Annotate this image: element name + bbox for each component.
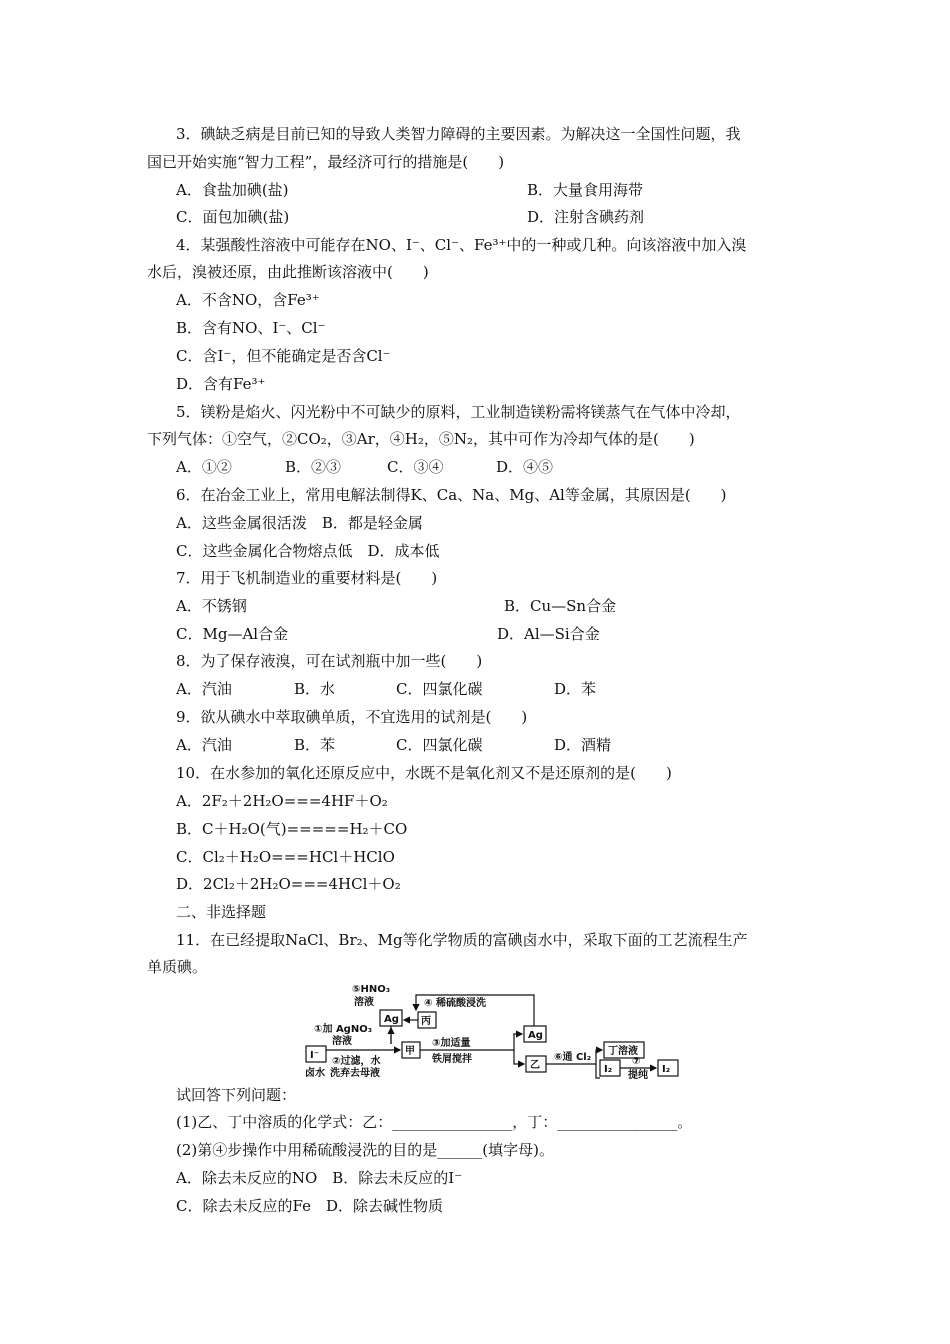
bing-label: 丙 bbox=[421, 1016, 431, 1027]
q7-option-a: A．不锈钢 bbox=[176, 597, 247, 615]
step6-label: ⑥通 Cl₂ bbox=[554, 1052, 592, 1063]
q3-stem-line2: 国已开始实施“智力工程”，最经济可行的措施是( ) bbox=[147, 153, 505, 171]
step7-label-text: 提纯 bbox=[628, 1070, 648, 1080]
q9-option-d: D．酒精 bbox=[554, 736, 612, 754]
q6-stem: 6．在冶金工业上，常用电解法制得K、Ca、Na、Mg、Al等金属，其原因是( ) bbox=[176, 486, 727, 504]
q4-option-b: B．含有NO、I⁻、Cl⁻ bbox=[176, 319, 326, 337]
q4-option-c: C．含I⁻，但不能确定是否含Cl⁻ bbox=[176, 347, 391, 365]
q3-option-b: B．大量食用海带 bbox=[527, 181, 644, 199]
q9-option-c: C．四氯化碳 bbox=[396, 736, 483, 754]
q8-option-b: B．水 bbox=[294, 680, 336, 698]
step2-label-line2: 洗弃去母液 bbox=[330, 1068, 380, 1079]
step2-label-line1: ②过滤，水 bbox=[332, 1056, 381, 1067]
q5-option-a: A．①② bbox=[176, 458, 232, 476]
q9-option-b: B．苯 bbox=[294, 736, 336, 754]
q11-stem-line1: 11．在已经提取NaCl、Br₂、Mg等化学物质的富碘卤水中，采取下面的工艺流程生产 bbox=[176, 931, 748, 949]
q10-option-d: D．2Cl₂＋2H₂O===4HCl＋O₂ bbox=[176, 875, 401, 893]
ag-right-label: Ag bbox=[528, 1030, 543, 1041]
q4-option-d: D．含有Fe³⁺ bbox=[176, 375, 266, 393]
step5-label-line2: 溶液 bbox=[354, 997, 374, 1008]
q5-option-c: C．③④ bbox=[387, 458, 444, 476]
q3-option-a: A．食盐加碘(盐) bbox=[176, 181, 289, 199]
yi-label: 乙 bbox=[530, 1060, 540, 1071]
iodide-label: I⁻ bbox=[310, 1050, 319, 1061]
q6-options-ab: A．这些金属很活泼 B．都是轻金属 bbox=[176, 514, 423, 532]
step3-label-line1: ③加适量 bbox=[432, 1038, 471, 1049]
q9-stem: 9．欲从碘水中萃取碘单质，不宜选用的试剂是( ) bbox=[176, 708, 528, 726]
step1-label-line2: 溶液 bbox=[332, 1036, 352, 1047]
q7-stem: 7．用于飞机制造业的重要材料是( ) bbox=[176, 569, 438, 587]
q3-option-d: D．注射含碘药剂 bbox=[527, 208, 645, 226]
step5-label-line1: ⑤HNO₃ bbox=[352, 984, 391, 995]
q6-options-cd: C．这些金属化合物熔点低 D．成本低 bbox=[176, 542, 440, 560]
q11-stem-line2: 单质碘。 bbox=[147, 958, 208, 976]
branch-to-ag-arrow bbox=[514, 1034, 522, 1050]
q5-stem-line1: 5．镁粉是焰火、闪光粉中不可缺少的原料，工业制造镁粉需将镁蒸气在气体中冷却， bbox=[176, 403, 741, 421]
q10-option-c: C．Cl₂＋H₂O===HCl＋HClO bbox=[176, 848, 395, 866]
q8-option-a: A．汽油 bbox=[176, 680, 232, 698]
q5-option-d: D．④⑤ bbox=[496, 458, 554, 476]
q7-option-b: B．Cu—Sn合金 bbox=[504, 597, 617, 615]
q11-part1: (1)乙、丁中溶质的化学式：乙：________________，丁：________________。 bbox=[176, 1113, 693, 1131]
section-heading-non-choice: 二、非选择题 bbox=[176, 903, 267, 921]
q8-stem: 8．为了保存液溴，可在试剂瓶中加一些( ) bbox=[176, 652, 483, 670]
q3-stem-line1: 3．碘缺乏病是目前已知的导致人类智力障碍的主要因素。为解决这一全国性问题，我 bbox=[176, 125, 741, 143]
q11-options-ab: A．除去未反应的NO B．除去未反应的I⁻ bbox=[176, 1169, 463, 1187]
q7-option-d: D．Al—Si合金 bbox=[497, 625, 600, 643]
step7-label-num: ⑦ bbox=[632, 1056, 641, 1067]
q11-part2: (2)第④步操作中用稀硫酸浸洗的目的是______(填字母)。 bbox=[176, 1141, 554, 1159]
i2-pure-label: I₂ bbox=[662, 1064, 671, 1075]
q11-options-cd: C．除去未反应的Fe D．除去碱性物质 bbox=[176, 1197, 443, 1215]
q7-option-c: C．Mg—Al合金 bbox=[176, 625, 289, 643]
step3-label-line2: 铁屑搅拌 bbox=[432, 1054, 472, 1065]
branch-to-yi-arrow bbox=[514, 1050, 524, 1064]
jia-label: 甲 bbox=[405, 1046, 415, 1057]
q9-option-a: A．汽油 bbox=[176, 736, 232, 754]
q10-option-b: B．C＋H₂O(气)=====H₂＋CO bbox=[176, 820, 408, 838]
i2-crude-label: I₂ bbox=[604, 1064, 613, 1075]
q10-stem: 10．在水参加的氧化还原反应中，水既不是氧化剂又不是还原剂的是( ) bbox=[176, 764, 672, 782]
q4-stem-line1: 4．某强酸性溶液中可能存在NO、I⁻、Cl⁻、Fe³⁺中的一种或几种。向该溶液中加入溴 bbox=[176, 236, 747, 254]
ding-label: 丁溶液 bbox=[608, 1046, 638, 1057]
step4-label: ④ 稀硫酸浸洗 bbox=[424, 998, 486, 1009]
brine-label: 卤水 bbox=[305, 1068, 325, 1079]
q4-option-a: A．不含NO，含Fe³⁺ bbox=[176, 291, 320, 309]
q4-stem-line2: 水后，溴被还原，由此推断该溶液中( ) bbox=[147, 263, 429, 281]
q8-option-d: D．苯 bbox=[554, 680, 597, 698]
q5-option-b: B．②③ bbox=[285, 458, 342, 476]
q8-option-c: C．四氯化碳 bbox=[396, 680, 483, 698]
q11-prompt: 试回答下列问题： bbox=[176, 1086, 297, 1104]
ag-top-label: Ag bbox=[384, 1014, 399, 1025]
iodine-process-flow-diagram bbox=[300, 980, 685, 1080]
q3-option-c: C．面包加碘(盐) bbox=[176, 208, 290, 226]
q5-stem-line2: 下列气体：①空气，②CO₂，③Ar，④H₂，⑤N₂，其中可作为冷却气体的是( ) bbox=[147, 430, 695, 448]
q10-option-a: A．2F₂＋2H₂O===4HF＋O₂ bbox=[176, 792, 388, 810]
step1-label-line1: ①加 AgNO₃ bbox=[314, 1024, 373, 1035]
